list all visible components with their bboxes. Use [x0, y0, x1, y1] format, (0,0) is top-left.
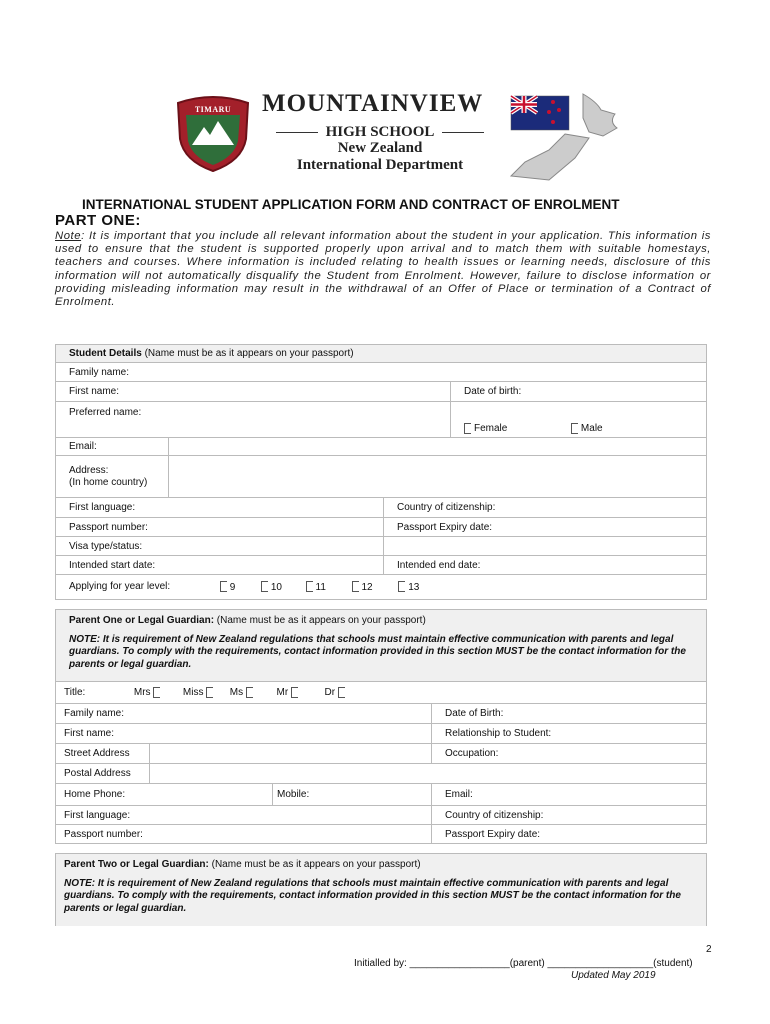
gender-male-option[interactable]: Male: [571, 423, 603, 434]
street-address-label: Street Address: [56, 744, 150, 764]
postal-address-label: Postal Address: [56, 764, 150, 784]
street-address-field[interactable]: [150, 744, 432, 764]
title-label: Title:: [64, 687, 86, 699]
year-13-option[interactable]: 13: [398, 582, 419, 593]
student-citizenship-field[interactable]: Country of citizenship:: [384, 498, 707, 518]
school-crest-logo: [172, 95, 254, 173]
svg-text:TIMARU: TIMARU: [194, 105, 232, 114]
student-address-field[interactable]: [169, 456, 707, 498]
parent-one-mobile-field[interactable]: Mobile:: [273, 784, 432, 806]
parent-one-occupation-field[interactable]: Occupation:: [432, 744, 707, 764]
parent-two-notice: NOTE: It is requirement of New Zealand regulations that schools must maintain effective communication with parents and legal guardians. To comply with the requirements, contact information provided in this section MUST be the contact information for the parents or legal guardian.: [56, 876, 707, 926]
student-dob-field[interactable]: Date of birth:: [451, 382, 707, 402]
year-11-option[interactable]: 11: [306, 582, 326, 593]
part-one-heading: PART ONE:: [55, 212, 141, 229]
student-first-language-field[interactable]: First language:: [56, 498, 384, 518]
student-first-name-field[interactable]: First name:: [56, 382, 451, 402]
student-visa-extra-field[interactable]: [384, 537, 707, 556]
student-details-table: [55, 344, 707, 600]
school-name: MOUNTAINVIEW: [262, 90, 484, 117]
student-visa-field[interactable]: Visa type/status:: [56, 537, 384, 556]
parent-one-family-name-field[interactable]: Family name:: [56, 704, 432, 724]
parent-one-dob-field[interactable]: Date of Birth:: [432, 704, 707, 724]
female-checkbox[interactable]: [464, 423, 471, 434]
student-start-date-field[interactable]: Intended start date:: [56, 556, 384, 575]
parent-two-table: [55, 853, 707, 926]
school-subtitle: HIGH SCHOOL: [262, 124, 498, 141]
parent-one-relationship-field[interactable]: Relationship to Student:: [432, 724, 707, 744]
student-address-label: Address: (In home country): [56, 456, 169, 498]
parent-one-passport-field[interactable]: Passport number:: [56, 825, 432, 844]
title-mr-option[interactable]: Mr: [276, 687, 300, 698]
title-dr-option[interactable]: Dr: [325, 687, 348, 698]
year-10-option[interactable]: 10: [261, 582, 282, 593]
gender-female-option[interactable]: Female: [464, 423, 507, 434]
male-checkbox[interactable]: [571, 423, 578, 434]
parent-one-title-row: [56, 682, 707, 704]
title-mrs-option[interactable]: Mrs: [134, 687, 163, 698]
student-end-date-field[interactable]: Intended end date:: [384, 556, 707, 575]
title-miss-option[interactable]: Miss: [183, 687, 216, 698]
parent-one-notice: NOTE: It is requirement of New Zealand regulations that schools must maintain effective communication with parents and legal guardians. To comply with the requirements, contact information provided in this section MUST be the contact information for the parents or legal guardian.: [56, 632, 707, 682]
student-preferred-name-field[interactable]: Preferred name:: [56, 402, 451, 438]
student-passport-expiry-field[interactable]: Passport Expiry date:: [384, 518, 707, 537]
form-title: INTERNATIONAL STUDENT APPLICATION FORM AND CONTRACT OF ENROLMENT: [82, 197, 620, 212]
parent-one-citizenship-field[interactable]: Country of citizenship:: [432, 806, 707, 825]
parent-one-home-phone-field[interactable]: Home Phone:: [56, 784, 273, 806]
postal-address-field[interactable]: [150, 764, 707, 784]
student-passport-field[interactable]: Passport number:: [56, 518, 384, 537]
parent-one-passport-expiry-field[interactable]: Passport Expiry date:: [432, 825, 707, 844]
nz-map-flag-icon: [505, 88, 630, 183]
parent-one-first-name-field[interactable]: First name:: [56, 724, 432, 744]
year-9-option[interactable]: 9: [220, 582, 236, 593]
year-level-label: Applying for year level:: [69, 581, 171, 593]
initialled-by-line: Initialled by: __________________(parent) ___________________(student): [354, 958, 693, 969]
school-department: International Department: [296, 157, 464, 173]
note-paragraph: Note: It is important that you include all relevant information about the student in your application. This information is used to ensure that the student is supported properly upon arrival and to match them with suitable homestays, teachers and courses. Where information is included relating to health issues or learning needs, disclosure of this information will not automatically disqualify the Student from Enrolment. However, failure to disclose information or providing misleading information may result in the withdrawal of an Offer of Place or termination of a Contract of Enrolment.: [55, 230, 711, 309]
page-number: 2: [706, 944, 712, 955]
parent-one-email-field[interactable]: Email:: [432, 784, 707, 806]
student-family-name-field[interactable]: Family name:: [56, 363, 707, 382]
parent-one-header: Parent One or Legal Guardian: (Name must be as it appears on your passport): [56, 610, 707, 632]
title-ms-option[interactable]: Ms: [230, 687, 256, 698]
school-country: New Zealand: [337, 140, 423, 156]
parent-two-header: Parent Two or Legal Guardian: (Name must be as it appears on your passport): [56, 854, 707, 876]
student-details-header: Student Details (Name must be as it appears on your passport): [56, 345, 707, 363]
student-email-field[interactable]: [169, 438, 707, 456]
year-level-row: [56, 575, 707, 600]
year-12-option[interactable]: 12: [352, 582, 373, 593]
student-email-label: Email:: [56, 438, 169, 456]
updated-date: Updated May 2019: [571, 970, 656, 981]
parent-one-first-language-field[interactable]: First language:: [56, 806, 432, 825]
parent-one-table: [55, 609, 707, 844]
